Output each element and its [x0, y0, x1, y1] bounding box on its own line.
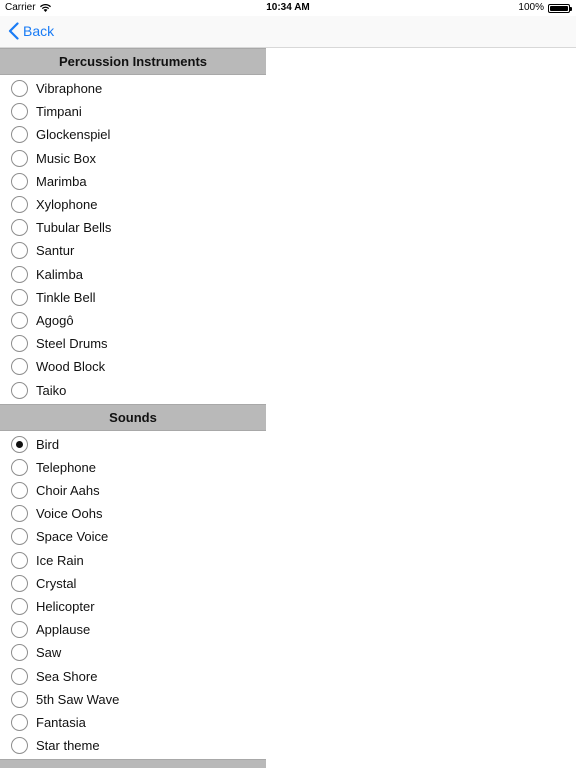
radio-button[interactable]	[11, 459, 28, 476]
radio-button[interactable]	[11, 382, 28, 399]
percussion-rows	[0, 75, 266, 402]
radio-button[interactable]	[11, 714, 28, 731]
item-label: Marimba	[36, 173, 87, 189]
list-item[interactable]	[0, 239, 266, 262]
item-label: Wood Block	[36, 359, 106, 375]
item-label: Xylophone	[36, 197, 98, 213]
status-right	[518, 0, 570, 16]
item-label: Tinkle Bell	[36, 289, 96, 305]
list-item[interactable]	[0, 286, 266, 309]
radio-button-selected[interactable]	[11, 436, 28, 453]
item-label: Sea Shore	[36, 668, 98, 684]
status-time: 10:34 AM	[266, 2, 310, 13]
list-item[interactable]	[0, 734, 266, 757]
radio-button[interactable]	[11, 289, 28, 306]
list-item[interactable]	[0, 216, 266, 239]
radio-button[interactable]	[11, 552, 28, 569]
item-label: Saw	[36, 645, 62, 661]
list-item[interactable]	[0, 456, 266, 479]
radio-button[interactable]	[11, 150, 28, 167]
list-item[interactable]	[0, 711, 266, 734]
list-item[interactable]	[0, 618, 266, 641]
radio-button[interactable]	[11, 173, 28, 190]
radio-button[interactable]	[11, 668, 28, 685]
list-item[interactable]	[0, 641, 266, 664]
item-label: Music Box	[36, 150, 96, 166]
radio-button[interactable]	[11, 219, 28, 236]
item-label: Helicopter	[36, 599, 95, 615]
list-item[interactable]	[0, 572, 266, 595]
section-header-sounds: Sounds	[0, 404, 266, 431]
item-label: Kalimba	[36, 266, 83, 282]
radio-button[interactable]	[11, 335, 28, 352]
list-item[interactable]	[0, 193, 266, 216]
sounds-rows	[0, 431, 266, 758]
radio-button[interactable]	[11, 737, 28, 754]
radio-dot	[16, 441, 23, 448]
list-item[interactable]	[0, 665, 266, 688]
list-item[interactable]	[0, 355, 266, 378]
list-item[interactable]	[0, 378, 266, 401]
list-item[interactable]	[0, 433, 266, 456]
radio-button[interactable]	[11, 644, 28, 661]
back-button[interactable]	[8, 22, 54, 40]
item-label: Tubular Bells	[36, 220, 112, 236]
item-label: Telephone	[36, 459, 96, 475]
list-item[interactable]	[0, 332, 266, 355]
list-item[interactable]	[0, 688, 266, 711]
item-label: Fantasia	[36, 714, 86, 730]
radio-button[interactable]	[11, 242, 28, 259]
radio-button[interactable]	[11, 505, 28, 522]
back-label: Back	[23, 23, 55, 39]
list-item[interactable]	[0, 77, 266, 100]
radio-button[interactable]	[11, 312, 28, 329]
radio-button[interactable]	[11, 126, 28, 143]
radio-button[interactable]	[11, 528, 28, 545]
item-label: Glockenspiel	[36, 127, 111, 143]
radio-button[interactable]	[11, 266, 28, 283]
radio-button[interactable]	[11, 80, 28, 97]
item-label: Applause	[36, 622, 91, 638]
carrier-label: Carrier	[5, 2, 36, 13]
radio-button[interactable]	[11, 103, 28, 120]
item-label: Crystal	[36, 575, 77, 591]
item-label: Star theme	[36, 738, 100, 754]
list-item[interactable]	[0, 309, 266, 332]
list-item[interactable]	[0, 123, 266, 146]
section-header-partial	[0, 759, 266, 768]
item-label: Choir Aahs	[36, 483, 100, 499]
list-item[interactable]	[0, 502, 266, 525]
instrument-list[interactable]	[0, 48, 266, 768]
radio-button[interactable]	[11, 482, 28, 499]
list-item[interactable]	[0, 100, 266, 123]
item-label: Steel Drums	[36, 336, 108, 352]
status-bar	[0, 0, 576, 16]
item-label: Vibraphone	[36, 81, 103, 97]
item-label: Taiko	[36, 382, 67, 398]
navigation-bar	[0, 16, 576, 48]
list-item[interactable]	[0, 147, 266, 170]
list-item[interactable]	[0, 549, 266, 572]
list-item[interactable]	[0, 525, 266, 548]
item-label: Space Voice	[36, 529, 109, 545]
item-label: Timpani	[36, 104, 82, 120]
list-item[interactable]	[0, 595, 266, 618]
radio-button[interactable]	[11, 196, 28, 213]
radio-button[interactable]	[11, 691, 28, 708]
chevron-left-icon	[8, 22, 19, 40]
item-label: 5th Saw Wave	[36, 691, 120, 707]
item-label: Agogô	[36, 312, 74, 328]
radio-button[interactable]	[11, 598, 28, 615]
item-label: Bird	[36, 436, 60, 452]
item-label: Ice Rain	[36, 552, 84, 568]
radio-button[interactable]	[11, 621, 28, 638]
radio-button[interactable]	[11, 575, 28, 592]
section-header-percussion: Percussion Instruments	[0, 48, 266, 75]
item-label: Santur	[36, 243, 75, 259]
battery-icon	[548, 4, 570, 13]
list-item[interactable]	[0, 263, 266, 286]
radio-button[interactable]	[11, 358, 28, 375]
list-item[interactable]	[0, 170, 266, 193]
list-item[interactable]	[0, 479, 266, 502]
battery-percent: 100%	[518, 2, 544, 13]
item-label: Voice Oohs	[36, 506, 103, 522]
